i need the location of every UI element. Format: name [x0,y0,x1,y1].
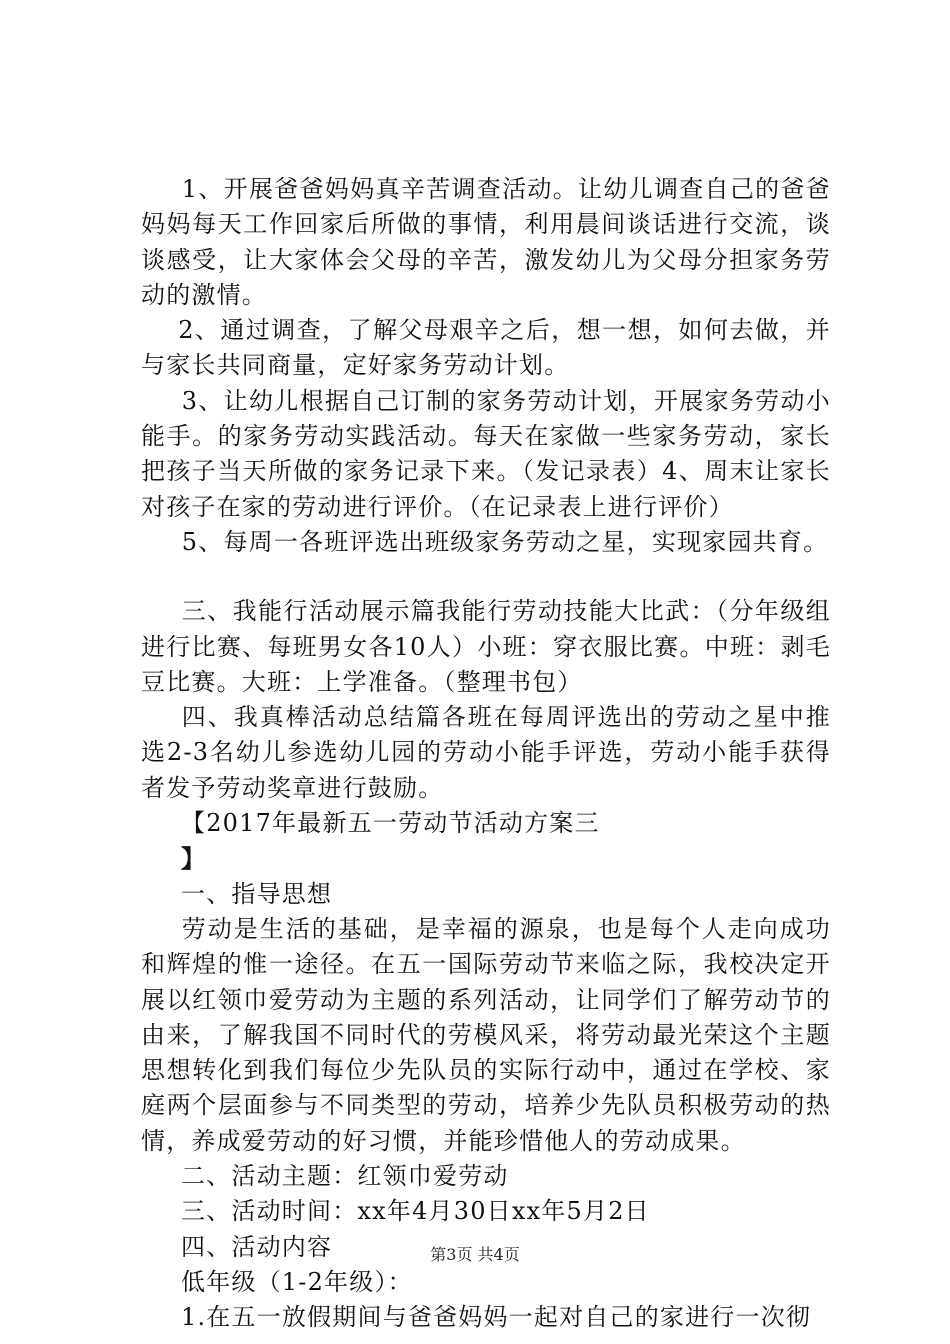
heading-guiding-thought: 一、指导思想 [181,879,333,908]
paragraph-weekly-star: 5、每周一各班评选出班级家务劳动之星，实现家园共育。 [181,527,829,556]
heading-low-grade: 低年级（1-2年级）： [181,1267,413,1296]
paragraph-gap [141,560,831,594]
paragraph-plan: 2、通过调查，了解父母艰辛之后，想一想，如何去做，并与家长共同商量，定好家务劳动计划。 [141,316,831,380]
heading-activity-time: 三、活动时间：xx年4月30日xx年5月2日 [181,1197,650,1226]
paragraph-guiding-thought: 劳动是生活的基础，是幸福的源泉，也是每个人走向成功和辉煌的惟一途径。在五一国际劳动节来临之际，我校决定开展以红领巾爱劳动为主题的系列活动，让同学们了解劳动节的由来，了解我国不同时代的劳模风采，将劳动最光荣这个主题思想转化到我们每位少先队员的实际行动中，通过在学校、家庭两个层面参与不同类型的劳动，培养少先队员积极劳动的热情，养成爱劳动的好习惯，并能珍惜他人的劳动成果。 [141,914,831,1155]
paragraph-summary: 四、我真棒活动总结篇各班在每周评选出的劳动之星中推选2-3名幼儿参选幼儿园的劳动小能手评选，劳动小能手获得者发予劳动奖章进行鼓励。 [141,703,831,802]
heading-activity-content: 四、活动内容 [181,1232,333,1261]
list-item-1: 1.在五一放假期间与爸爸妈妈一起对自己的家进行一次彻 [181,1303,812,1332]
paragraph-practice: 3、让幼儿根据自己订制的家务劳动计划，开展家务劳动小能手。的家务劳动实践活动。每天在家做一些家务劳动，家长把孩子当天所做的家务记录下来。（发记录表）4、周末让家长对孩子在家的劳动进行评价。（在记录表上进行评价） [141,386,831,521]
page-footer: 第3页 共4页 [430,1245,520,1264]
heading-activity-theme: 二、活动主题：红领巾爱劳动 [181,1162,509,1191]
section-title: 【2017年最新五一劳动节活动方案三 [181,809,600,838]
paragraph-survey: 1、开展爸爸妈妈真辛苦调查活动。让幼儿调查自己的爸爸妈妈每天工作回家后所做的事情，利用晨间谈话进行交流，谈谈感受，让大家体会父母的辛苦，激发幼儿为父母分担家务劳动的激情。 [141,175,831,309]
document-body [141,172,831,1336]
paragraph-competition: 三、我能行活动展示篇我能行劳动技能大比武：（分年级组进行比赛、每班男女各10人）小班：穿衣服比赛。中班：剥毛豆比赛。大班：上学准备。（整理书包） [141,597,831,696]
section-title-close: 】 [181,844,207,874]
